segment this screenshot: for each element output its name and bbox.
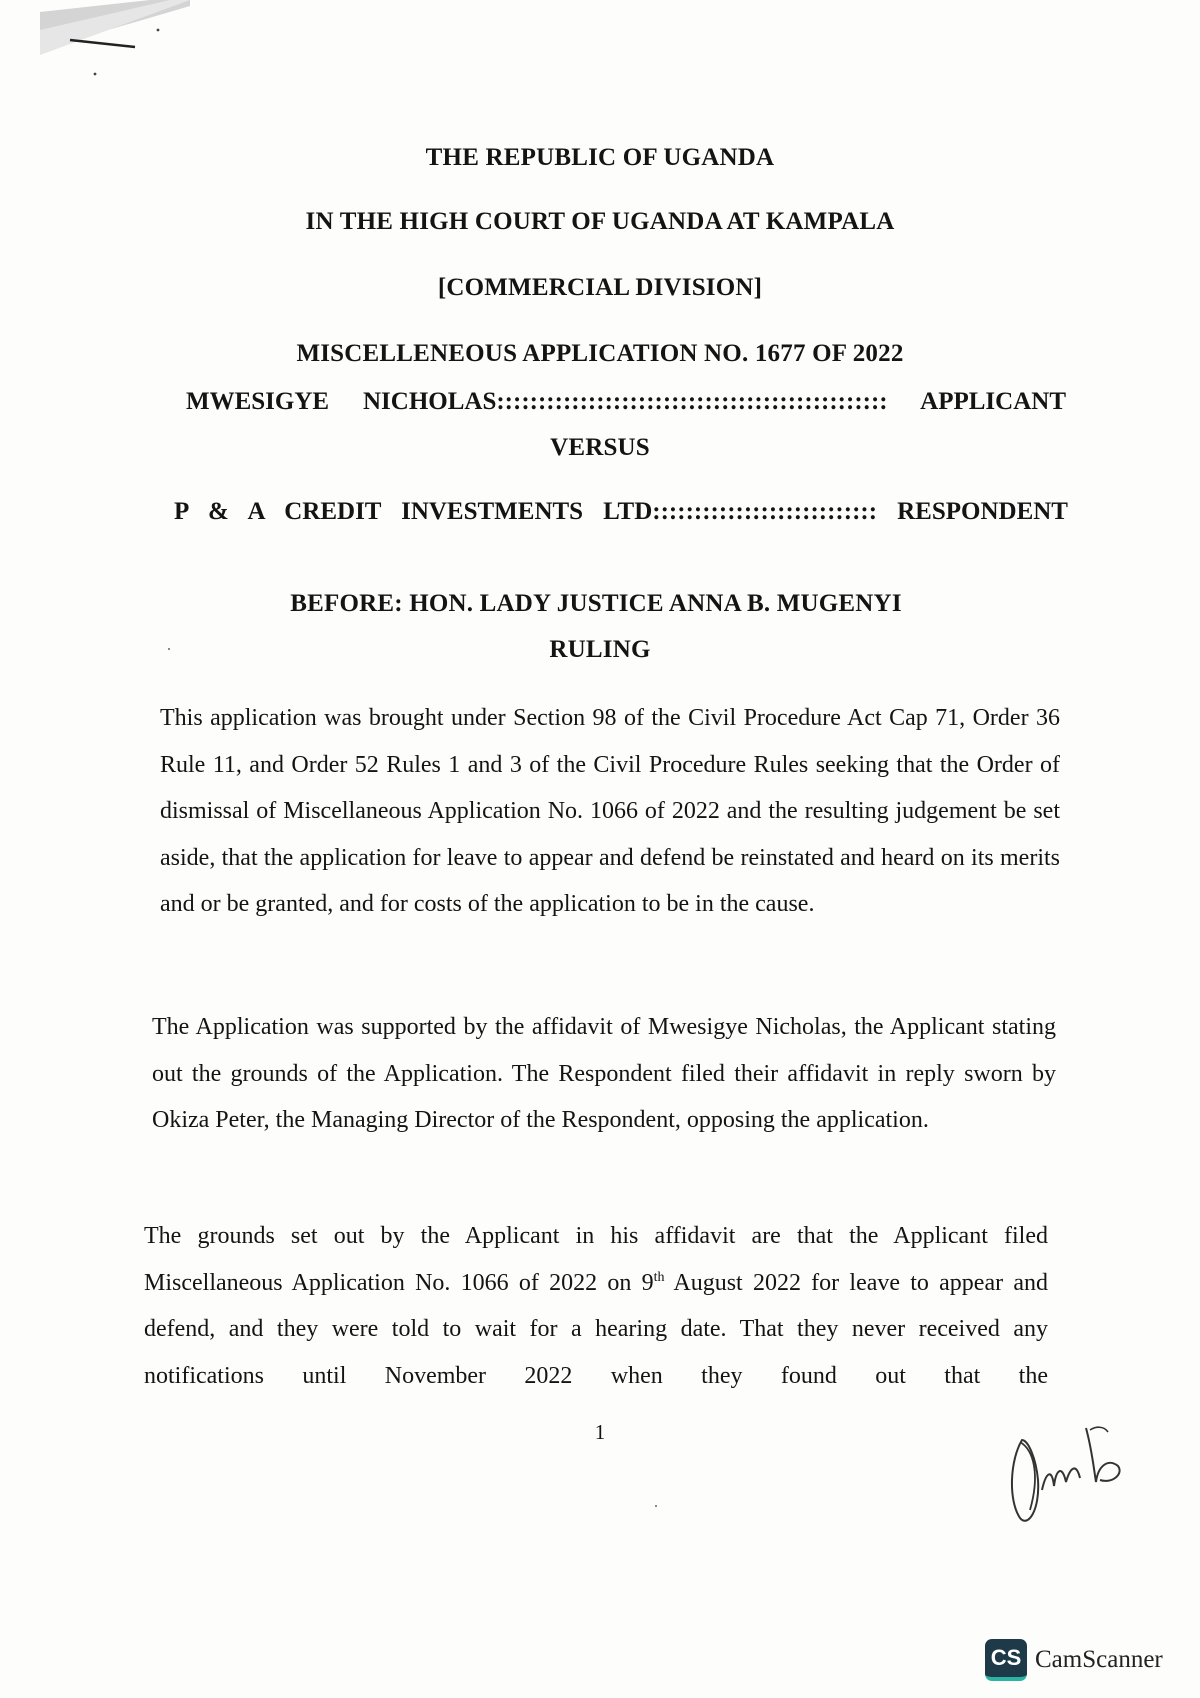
camscanner-name: CamScanner: [1035, 1646, 1163, 1673]
paragraph-1: This application was brought under Section 98 of the Civil Procedure Act Cap 71, Order 36 Rule 11, and Order 52 Rules 1 and 3 of the Civil Procedure Rules seeking that the Order of dismissal of Miscellaneous Application No. 1066 of 2022 and the resulting judgement be set aside, that the application for leave to appear and defend be reinstated and heard on its merits and or be granted, and for costs of the application to be in the cause.: [160, 705, 1060, 917]
paragraph-3-text-b: August 2022 for leave to appear and defend, and they were told to wait for a hearing date. That they never received any notifications until November 2022 when they found out that the: [144, 1269, 1048, 1389]
versus-heading: VERSUS: [550, 434, 650, 461]
ruling-title: RULING: [549, 636, 651, 663]
paragraph-2-text: The Application was supported by the affidavit of Mwesigye Nicholas, the Applicant stating out the grounds of the Application. The Respondent filed their affidavit in reply sworn by Okiza Peter, the Managing Director of the Respondent, opposing the application.: [152, 1014, 1056, 1133]
ordinal-suffix: th: [653, 1269, 665, 1285]
bench-heading: BEFORE: HON. LADY JUSTICE ANNA B. MUGENYI: [290, 590, 902, 617]
respondent-line: P & A CREDIT INVESTMENTS LTD::::::::::::::::::::::::::: RESPONDENT: [174, 498, 1068, 525]
scan-speck: [655, 1505, 657, 1507]
scan-speck: [168, 648, 170, 650]
republic-heading: THE REPUBLIC OF UGANDA: [425, 144, 775, 171]
camscanner-watermark: [985, 1638, 1163, 1682]
division-heading: [COMMERCIAL DIVISION]: [437, 274, 763, 301]
case-number-heading: MISCELLENEOUS APPLICATION NO. 1677 OF 2022: [296, 340, 904, 367]
signature-initials: [1000, 1420, 1130, 1530]
court-heading: IN THE HIGH COURT OF UGANDA AT KAMPALA: [305, 208, 895, 235]
paragraph-2: [152, 1004, 1056, 1144]
paragraph-3: [144, 1213, 1048, 1399]
camscanner-logo-icon: CS: [985, 1639, 1027, 1681]
paragraph-3-text-a: The grounds set out by the Applicant in his affidavit are that the Applicant filed Miscellaneous Application No. 1066 of 2022 on 9: [144, 1223, 1048, 1296]
scan-edge-shadow: [40, 0, 190, 80]
applicant-line: MWESIGYE NICHOLAS::::::::::::::::::::::::::::::::::::::::::::::: APPLICANT: [186, 388, 1066, 415]
page-number: 1: [594, 1420, 606, 1444]
